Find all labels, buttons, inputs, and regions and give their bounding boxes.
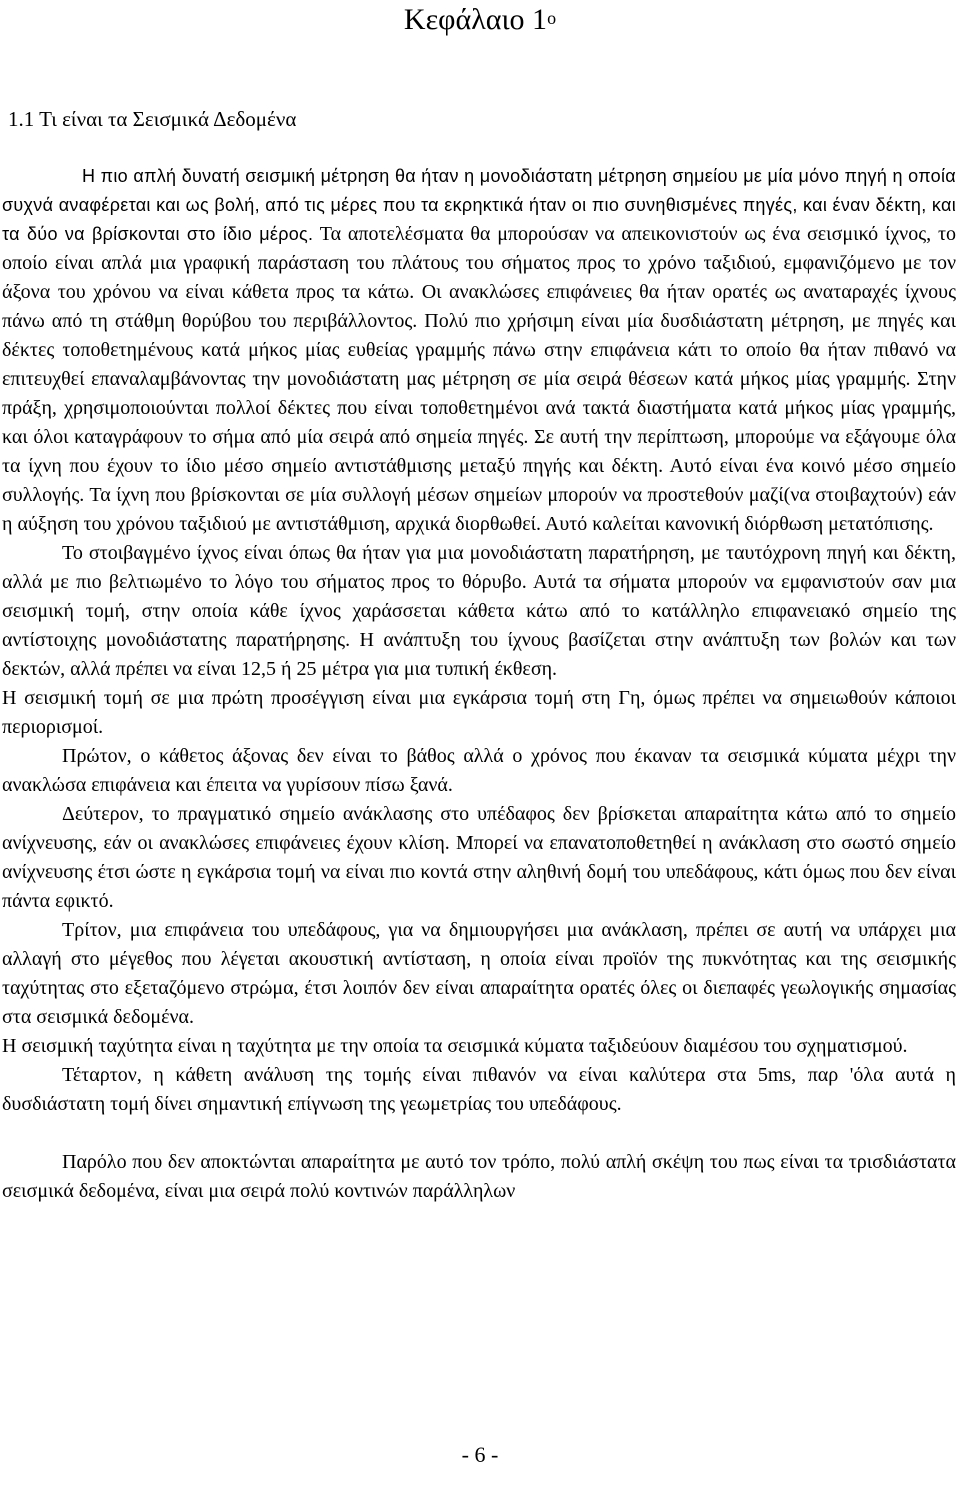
paragraph-spacer: [2, 1119, 956, 1148]
paragraph-3: Η σεισμική τομή σε μια πρώτη προσέγγιση είναι μια εγκάρσια τομή στη Γη, όμως πρέπει να σημειωθούν κάποιοι περιορισμοί.: [2, 687, 956, 738]
chapter-title: [0, 0, 960, 40]
paragraph-4: Πρώτον, ο κάθετος άξονας δεν είναι το βάθος αλλά ο χρόνος που έκαναν τα σεισμικά κύματα μέχρι την ανακλώσα επιφάνεια και έπειτα να γυρίσουν πίσω ξανά.: [2, 745, 956, 796]
chapter-title-text: Κεφάλαιο 1: [403, 3, 548, 36]
paragraph-7: Η σεισμική ταχύτητα είναι η ταχύτητα με την οποία τα σεισμικά κύματα ταξιδεύουν διαμέσου του σχηματισμού.: [2, 1035, 908, 1057]
chapter-title-superscript: ο: [547, 8, 557, 28]
paragraph-9: Παρόλο που δεν αποκτώνται απαραίτητα με αυτό τον τρόπο, πολύ απλή σκέψη του πως είναι τα τρισδιάστατα σεισμικά δεδομένα, είναι μια σειρά πολύ κοντινών παράλληλων: [2, 1151, 956, 1202]
paragraph-8: Τέταρτον, η κάθετη ανάλυση της τομής είναι πιθανόν να είναι καλύτερα στα 5ms, παρ 'όλα αυτά η δυσδιάστατη τομή δίνει σημαντική επίγνωση της γεωμετρίας του υπεδάφους.: [2, 1064, 956, 1115]
body-text: [2, 162, 956, 1206]
paragraph-1-sans-run: Η πιο απλή δυνατή σεισμική μέτρηση θα ήταν η μονοδιάστατη μέτρηση σημείου με μία μόνο πηγή η οποία συχνά αναφέρεται και ως βολή, από τις μέρες που τα εκρηκτικά ήταν οι πιο συνηθισμένες πηγές, και έναν δέκτη, και τα δύο να βρίσκονται στο ίδιο μέρος.: [2, 166, 956, 244]
paragraph-1-serif-run: Τα αποτελέσματα θα μπορούσαν να απεικονιστούν ως ένα σεισμικό ίχνος, το οποίο είναι απλά μια γραφική παράσταση του πλάτους του σήματος προς το χρόνο ταξιδιού, εμφανιζόμενο με τον άξονα του χρόνου να είναι κάθετα προς τα κάτω.: [2, 223, 956, 303]
page-number: - 6 -: [461, 1442, 499, 1467]
paragraph-1-rest: Οι ανακλώσες επιφάνειες θα ήταν ορατές ως αναταραχές ίχνους πάνω από τη στάθμη θορύβου του περιβάλλοντος. Πολύ πιο χρήσιμη είναι μία δυσδιάστατη μέτρηση, με πηγές και δέκτες τοποθετημένους κατά μήκος μίας ευθείας γραμμής πάνω στην επιφάνεια κάτι το οποίο θα ήταν πιθανό να επιτευχθεί επαναλαμβάνοντας την μονοδιάστατη μας μέτρηση σε μία σειρά θέσεων κατά μήκος μίας γραμμής. Στην πράξη, χρησιμοποιούνται πολλοί δέκτες που είναι τοποθετημένοι ανά τακτά διαστήματα κατά μήκος μίας γραμμής, και όλοι καταγράφουν το σήμα από μία σειρά από σημεία πηγές. Σε αυτή την περίπτωση, μπορούμε να εξάγουμε όλα τα ίχνη που έχουν το ίδιο μέσο σημείο αντιστάθμισης μεταξύ πηγής και δέκτη. Αυτό είναι ένα κοινό μέσο σημείο συλλογής. Τα ίχνη που βρίσκονται σε μία συλλογή μέσων σημείων μπορούν να προστεθούν μαζί(να στοιβαχτούν) εάν η αύξηση του χρόνου ταξιδιού με αντιστάθμιση, αρχικά διορθωθεί. Αυτό καλείται κανονική διόρθωση μετατόπισης.: [2, 281, 956, 535]
paragraph-6: Τρίτον, μια επιφάνεια του υπεδάφους, για να δημιουργήσει μια ανάκλαση, πρέπει σε αυτή να υπάρχει μια αλλαγή στο μέγεθος που λέγεται ακουστική αντίσταση, η οποία είναι προϊόν της πυκνότητας και της σεισμικής ταχύτητας στο εξεταζόμενο στρώμα, έτσι λοιπόν δεν είναι απαραίτητα ορατές όλες οι διεπαφές γεωλογικής σημασίας στα σεισμικά δεδομένα.: [2, 919, 956, 1028]
paragraph-5: Δεύτερον, το πραγματικό σημείο ανάκλασης στο υπέδαφος δεν βρίσκεται απαραίτητα κάτω από το σημείο ανίχνευσης, εάν οι ανακλώσες επιφάνειες έχουν κλίση. Μπορεί να επανατοποθετηθεί η ανάκλαση στο σωστό σημείο ανίχνευσης έτσι ώστε η εγκάρσια τομή να είναι πιο κοντά στην αληθινή δομή του υπεδάφους, κάτι όμως που δεν είναι πάντα εφικτό.: [2, 803, 956, 912]
paragraph-1: [2, 162, 956, 539]
section-heading: 1.1 Τι είναι τα Σεισμικά Δεδομένα: [8, 107, 297, 131]
paragraph-2: Το στοιβαγμένο ίχνος είναι όπως θα ήταν για μια μονοδιάστατη παρατήρηση, με ταυτόχρονη πηγή και δέκτη, αλλά με πιο βελτιωμένο το λόγο του σήματος προς το θόρυβο. Αυτά τα σήματα μπορούν να εμφανιστούν σαν μια σεισμική τομή, στην οποία κάθε ίχνος χαράσσεται κάθετα κάτω από το κατάλληλο επιφανειακό σημείο της αντίστοιχης μονοδιάστατης παρατήρησης. Η ανάπτυξη του ίχνους βασίζεται στην ανάπτυξη των βολών και των δεκτών, αλλά πρέπει να είναι 12,5 ή 25 μέτρα για μια τυπική έκθεση.: [2, 542, 956, 680]
